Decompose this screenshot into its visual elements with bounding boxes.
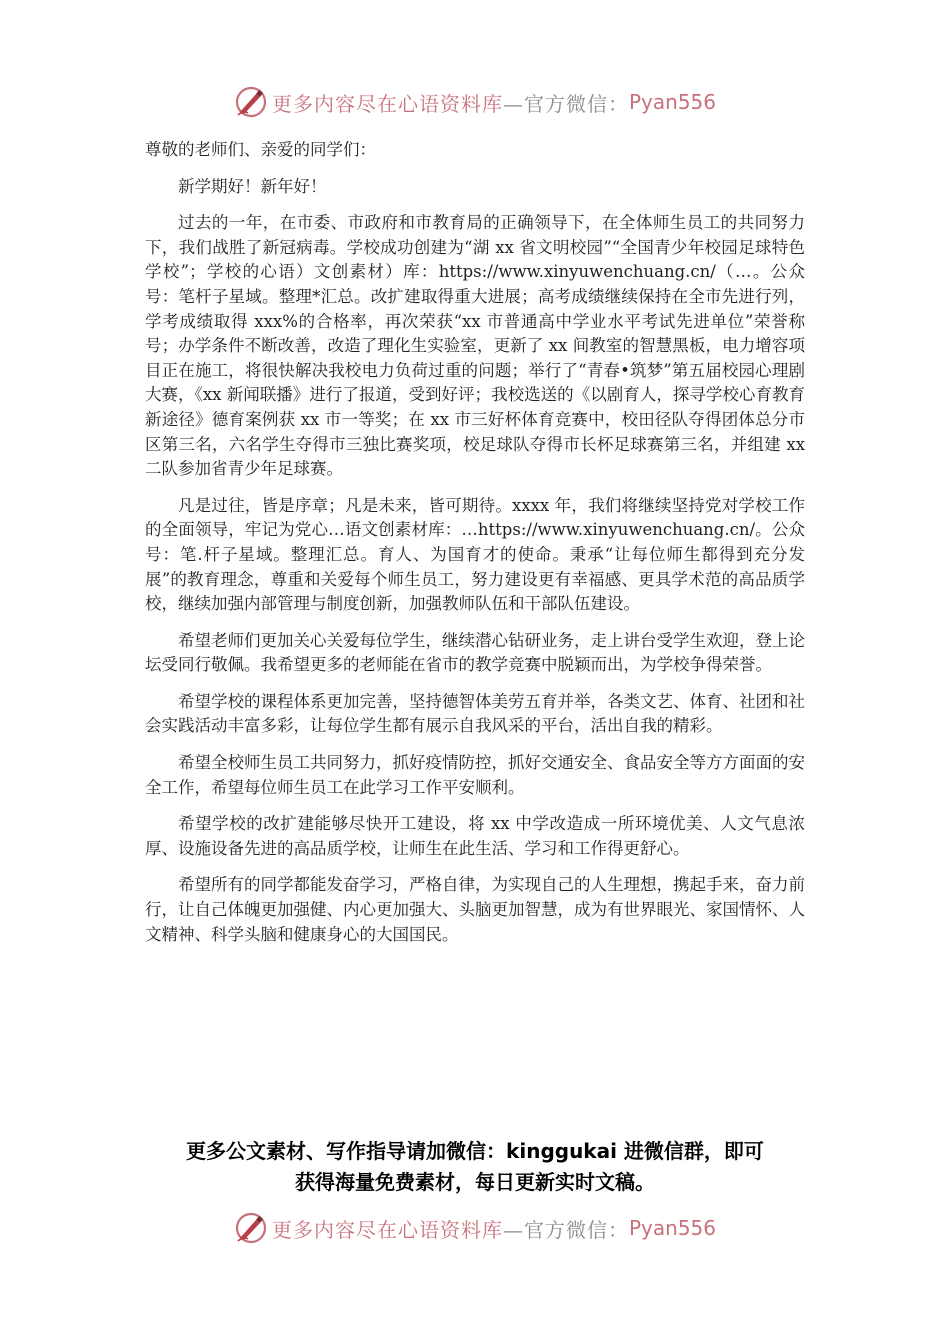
- banner-wechat-id: Pyan556: [628, 90, 716, 114]
- paragraph-greeting: 新学期好！新年好！: [178, 176, 327, 196]
- letter-body: [145, 138, 805, 959]
- paragraph-construction: 希望学校的改扩建能够尽快开工建设，将 xx 中学改造成一所环境优美、人文气息浓厚、设施设备先进的高品质学校，让师生在此生活、学习和工作得更舒心。: [145, 814, 805, 858]
- letter-salutation: 尊敬的老师们、亲爱的同学们：: [145, 140, 376, 159]
- banner-main-text: 更多内容尽在心语资料库: [271, 1217, 503, 1242]
- footer-promo-line-1: 更多公文素材、写作指导请加微信：kinggukai 进微信群，即可: [186, 1139, 764, 1163]
- footer-banner: [0, 1208, 950, 1248]
- pen-circle-logo-icon: [234, 1211, 268, 1245]
- banner-wechat-id: Pyan556: [628, 1216, 716, 1240]
- paragraph-review: 过去的一年，在市委、市政府和市教育局的正确领导下，在全体师生员工的共同努力下，我们战胜了新冠病毒。学校成功创建为“湖 xx 省文明校园”“全国青少年校园足球特色学校”；学校的心语）文创素材）库：https://www.xinyuwenchuang.cn/（…。公众号：笔杆子星域。整理*汇总。改扩建取得重大进展；高考成绩继续保持在全市先进行列，学考成绩取得 xxx%的合格率，再次荣获“xx 市普通高中学业水平考试先进单位”荣誉称号；办学条件不断改善，改造了理化生实验室，更新了 xx 间教室的智慧黑板，电力增容项目正在施工，将很快解决我校电力负荷过重的问题；举行了“青春•筑梦”第五届校园心理剧大赛，《xx 新闻联播》进行了报道，受到好评；我校选送的《以剧育人，探寻学校心育教育新途径》德育案例获 xx 市一等奖；在 xx 市三好杯体育竞赛中，校田径队夺得团体总分市区第三名，六名学生夺得市三独比赛奖项，校足球队夺得市长杯足球赛第三名，并组建 xx 二队参加省青少年足球赛。: [145, 213, 805, 479]
- paragraph-safety: 希望全校师生员工共同努力，抓好疫情防控，抓好交通安全、食品安全等方方面面的安全工作，希望每位师生员工在此学习工作平安顺利。: [145, 753, 805, 797]
- footer-promo-line-2: 获得海量免费素材，每日更新实时文稿。: [295, 1170, 655, 1194]
- paragraph-students: 希望所有的同学都能发奋学习，严格自律，为实现自己的人生理想，携起手来，奋力前行，让自己体魄更加强健、内心更加强大、头脑更加智慧，成为有世界眼光、家国情怀、人文精神、科学头脑和健康身心的大国国民。: [145, 875, 805, 944]
- banner-main-text: 更多内容尽在心语资料库: [271, 91, 503, 116]
- paragraph-curriculum: 希望学校的课程体系更加完善，坚持德智体美劳五育并举，各类文艺、体育、社团和社会实践活动丰富多彩，让每位学生都有展示自我风采的平台，活出自我的精彩。: [145, 691, 805, 736]
- banner-sub-text: —官方微信：: [502, 1217, 629, 1242]
- paragraph-outlook: 凡是过往，皆是序章；凡是未来，皆可期待。xxxx 年，我们将继续坚持党对学校工作的全面领导，牢记为党心…语文创素材库：…https://www.xinyuwenchuang.cn/。公众号：笔.杆子星域。整理汇总。育人、为国育才的使命。秉承“让每位师生都得到充分发展”的教育理念，尊重和关爱每个师生员工，努力建设更有幸福感、更具学术范的高品质学校，继续加强内部管理与制度创新，加强教师队伍和干部队伍建设。: [145, 495, 805, 614]
- footer-promo-note: [120, 1136, 830, 1198]
- paragraph-teachers: 希望老师们更加关心关爱每位学生，继续潜心钻研业务，走上讲台受学生欢迎，登上论坛受同行敬佩。我希望更多的老师能在省市的教学竞赛中脱颖而出，为学校争得荣誉。: [145, 630, 805, 675]
- banner-sub-text: —官方微信：: [502, 91, 629, 116]
- pen-circle-logo-icon: [234, 85, 268, 119]
- header-banner: [0, 82, 950, 122]
